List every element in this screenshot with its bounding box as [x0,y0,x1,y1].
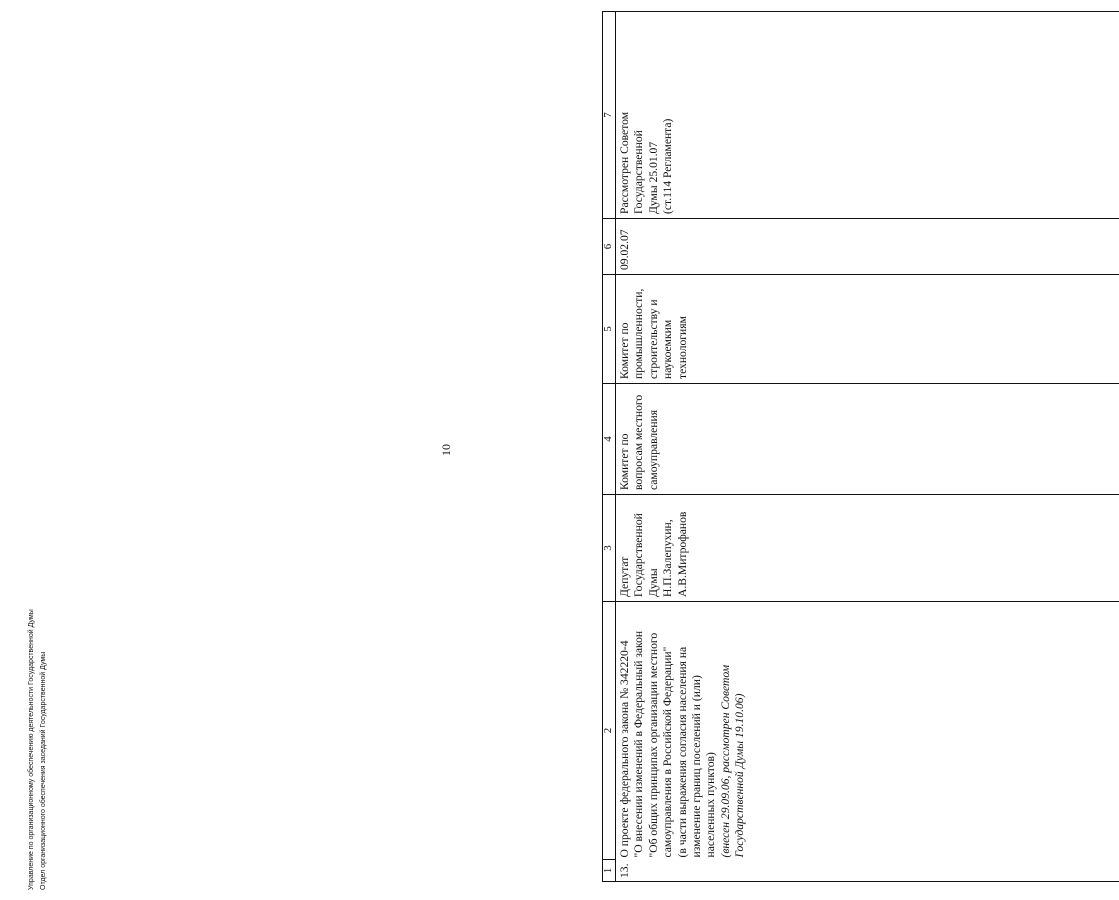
bill-note-line: (внесен 29.09.06, рассмотрен Советом [718,664,732,858]
bills-table [602,11,1119,882]
table-row [616,12,1119,882]
footer-directorate-line: Управление по организационному обеспечению деятельности Государственной Думы [28,609,35,890]
column-header-6: 6 [603,219,616,275]
bill-title-line: самоуправления в Российской Федерации" [661,646,675,858]
co-committee-line: наукоемким [661,319,675,379]
committee-line: вопросам местного [632,394,646,490]
committee-cell [616,384,1119,495]
status-cell [616,12,1119,219]
bill-title-cell [616,602,1119,860]
bill-title-line: населенных пунктов) [704,752,718,858]
column-header-4: 4 [603,384,616,495]
bill-note-line: Государственной Думы 19.10.06) [733,693,747,858]
co-committee-line: Комитет по [618,322,631,379]
bill-title-line: "Об общих принципах организации местного [646,632,660,858]
column-header-2: 2 [603,602,616,860]
author-line: Депутат [618,556,631,597]
author-cell [616,495,1119,602]
bill-title-line: изменение границ поселений и (или) [690,675,704,858]
co-committee-cell [616,275,1119,384]
author-line: Государственной [632,513,646,597]
author-line: А.В.Митрофанов [675,511,689,597]
co-committee-line: строительству и [646,299,660,379]
committee-line: самоуправления [646,409,660,490]
row-number: 13. [616,860,1119,882]
bill-title-line: (в части выражения согласия населения на [675,646,689,858]
bill-title-line: "О внесении изменений в Федеральный закон [632,630,646,858]
author-line: Н.П.Залепухин, [661,519,675,597]
header-row [603,12,616,882]
status-line: Думы 25.01.07 [646,141,660,214]
co-committee-line: технологиям [675,316,689,379]
column-header-3: 3 [603,495,616,602]
status-line: Рассмотрен Советом [618,111,631,214]
author-line: Думы [646,568,660,597]
status-line: (ст.114 Регламента) [661,118,675,214]
column-header-5: 5 [603,275,616,384]
page-number: 10 [439,444,453,456]
date-cell: 09.02.07 [616,219,1119,275]
committee-line: Комитет по [618,433,631,490]
co-committee-line: промышленности, [632,288,646,379]
bill-title-line: О проекте федерального закона № 342220-4 [618,640,631,858]
column-header-7: 7 [603,12,616,219]
column-header-1: 1 [603,860,616,882]
footer-department-line: Отдел организационного обеспечения заседаний Государственной Думы [40,651,47,890]
status-line: Государственной [632,130,646,214]
